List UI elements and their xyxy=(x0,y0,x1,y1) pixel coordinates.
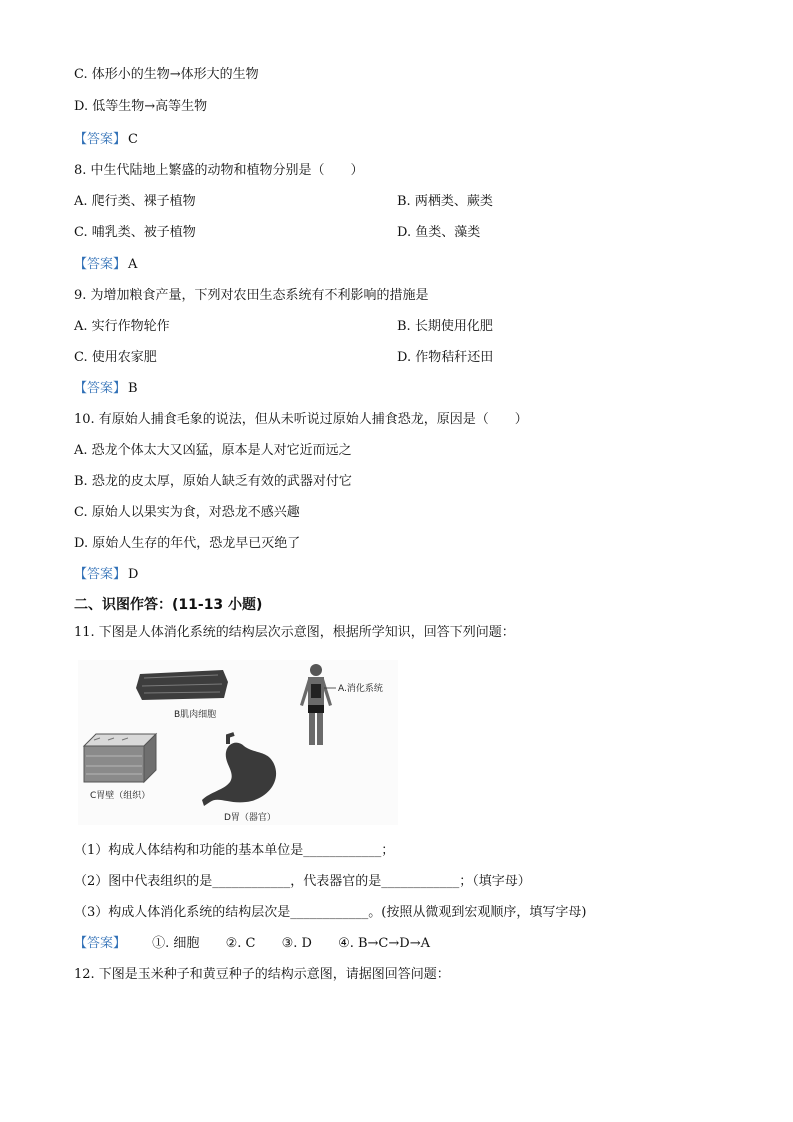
q10-option-a xyxy=(74,442,352,460)
answer-tag: 【答案】 xyxy=(74,132,127,147)
option-text: 原始人以果实为食，对恐龙不感兴趣 xyxy=(91,505,300,520)
q8-option-c xyxy=(74,224,196,242)
q12-stem: 12. 下图是玉米种子和黄豆种子的结构示意图，请据图回答问题： xyxy=(74,967,450,982)
option-text: 哺乳类、被子植物 xyxy=(91,225,196,240)
q9-answer xyxy=(74,380,138,398)
option-letter: C. xyxy=(74,350,88,365)
answer-value: C xyxy=(128,132,138,147)
figure-label-c: C胃壁（组织） xyxy=(90,791,151,801)
answer-tag: 【答案】 xyxy=(74,381,127,396)
option-letter: D. xyxy=(74,99,89,114)
option-letter: C. xyxy=(74,505,88,520)
figure-label-a: A.消化系统 xyxy=(338,684,383,694)
answer-part-1: ①. 细胞 xyxy=(152,936,200,951)
q9-option-c xyxy=(74,349,157,367)
option-letter: A. xyxy=(74,319,88,334)
q10-option-d xyxy=(74,535,300,553)
option-text: 实行作物轮作 xyxy=(91,319,170,334)
answer-part-3: ③. D xyxy=(281,936,312,951)
q9-option-a xyxy=(74,318,170,336)
q11-answer xyxy=(74,935,430,953)
answer-value: A xyxy=(128,257,138,272)
option-text: 低等生物→高等生物 xyxy=(92,99,208,114)
q11-stem: 11. 下图是人体消化系统的结构层次示意图，根据所学知识，回答下列问题： xyxy=(74,625,515,640)
option-letter: B. xyxy=(397,194,411,209)
digestive-system-figure xyxy=(78,660,398,825)
option-text: 作物秸秆还田 xyxy=(415,350,494,365)
q10-answer xyxy=(74,566,138,584)
q8-answer xyxy=(74,256,137,274)
q7-answer xyxy=(74,131,138,149)
answer-part-2: ②. C xyxy=(225,936,256,951)
option-text: 恐龙的皮太厚，原始人缺乏有效的武器对付它 xyxy=(91,474,352,489)
q11-subquestion-1: （1）构成人体结构和功能的基本单位是____________； xyxy=(74,843,395,858)
human-body-drawing xyxy=(300,664,336,745)
option-text: 体形小的生物→体形大的生物 xyxy=(91,67,259,82)
answer-value: D xyxy=(128,567,139,582)
answer-tag: 【答案】 xyxy=(74,567,127,582)
option-text: 鱼类、藻类 xyxy=(415,225,481,240)
option-text: 长期使用化肥 xyxy=(414,319,493,334)
figure-label-d: D胃（器官） xyxy=(224,813,276,823)
q10-option-c xyxy=(74,504,300,522)
option-letter: D. xyxy=(397,225,412,240)
q7-option-c xyxy=(74,66,259,84)
q9-stem: 9. 为增加粮食产量，下列对农田生态系统有不利影响的措施是 xyxy=(74,288,429,303)
answer-tag: 【答案】 xyxy=(74,936,127,951)
answer-value: B xyxy=(128,381,138,396)
option-letter: A. xyxy=(74,443,88,458)
stomach-drawing xyxy=(202,734,276,806)
q7-option-d xyxy=(74,98,207,116)
q9-option-d xyxy=(397,349,493,367)
q8-option-a xyxy=(74,193,196,211)
option-letter: D. xyxy=(74,536,89,551)
option-letter: B. xyxy=(397,319,411,334)
option-letter: B. xyxy=(74,474,88,489)
q11-subquestion-3: （3）构成人体消化系统的结构层次是____________。(按照从微观到宏观顺序，填写字母) xyxy=(74,905,587,920)
option-text: 爬行类、裸子植物 xyxy=(91,194,196,209)
option-letter: D. xyxy=(397,350,412,365)
option-text: 使用农家肥 xyxy=(91,350,157,365)
q11-subquestion-2: （2）图中代表组织的是____________，代表器官的是____________；（填字母） xyxy=(74,874,531,889)
option-letter: C. xyxy=(74,67,88,82)
option-letter: A. xyxy=(74,194,88,209)
option-text: 原始人生存的年代，恐龙早已灭绝了 xyxy=(92,536,301,551)
q10-option-b xyxy=(74,473,352,491)
section-heading: 二、识图作答：(11-13 小题) xyxy=(74,597,263,613)
q8-option-b xyxy=(397,193,493,211)
q8-stem: 8. 中生代陆地上繁盛的动物和植物分别是（ ） xyxy=(74,163,364,178)
option-text: 两栖类、蕨类 xyxy=(414,194,493,209)
muscle-cell-drawing xyxy=(136,670,228,700)
option-letter: C. xyxy=(74,225,88,240)
answer-part-4: ④. B→C→D→A xyxy=(338,936,430,951)
option-text: 恐龙个体太大又凶猛，原本是人对它近而远之 xyxy=(91,443,352,458)
q8-option-d xyxy=(397,224,480,242)
q10-stem: 10. 有原始人捕食毛象的说法，但从未听说过原始人捕食恐龙，原因是（ ） xyxy=(74,412,528,427)
answer-tag: 【答案】 xyxy=(74,257,127,272)
figure-label-b: B肌肉细胞 xyxy=(174,710,217,720)
tissue-block-drawing xyxy=(84,734,156,782)
q9-option-b xyxy=(397,318,493,336)
